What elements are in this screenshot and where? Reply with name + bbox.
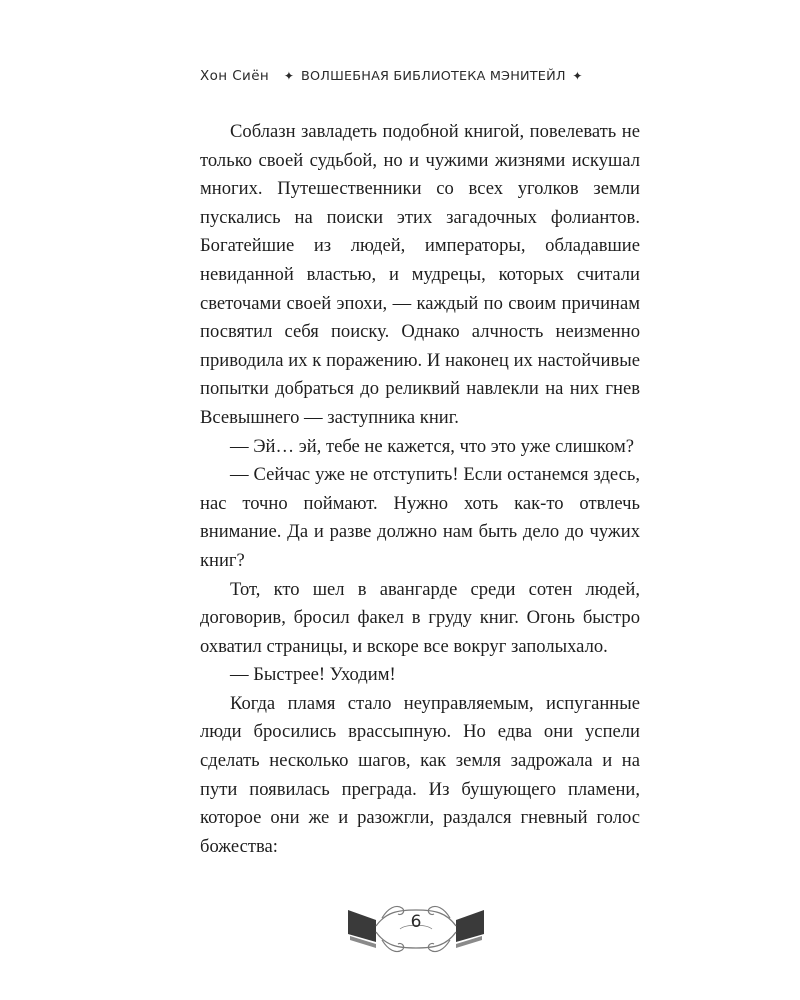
star-icon: ✦ bbox=[572, 69, 583, 83]
paragraph: — Эй… эй, тебе не кажется, что это уже слишком? bbox=[230, 435, 634, 457]
paragraph: Когда пламя стало неуправляемым, испуганные люди бросились врассыпную. Но едва они успели сделать несколько шагов, как земля задрожала и на пути появилась преграда. Из бушующего пламени, которое они же и разожгли, раздался гневный голос божества: bbox=[200, 692, 640, 857]
paragraph: Тот, кто шел в авангарде среди сотен людей, договорив, бросил факел в груду книг. Огонь быстро охватил страницы, и вскоре все вокруг заполыхало. bbox=[200, 578, 640, 657]
star-icon: ✦ bbox=[283, 69, 295, 83]
paragraph: — Быстрее! Уходим! bbox=[230, 664, 396, 686]
page-number: 6 bbox=[410, 912, 422, 932]
header-author: Хон Сиён bbox=[200, 68, 270, 84]
paragraph: — Сейчас уже не отступить! Если останемся здесь, нас точно поймают. Нужно хоть как-то отвлечь внимание. Да и разве должно нам быть дело до чужих книг? bbox=[200, 464, 640, 571]
paragraph: Соблазн завладеть подобной книгой, повелевать не только своей судьбой, но и чужими жизнями искушал многих. Путешественники со всех уголков земли пускались на поиски этих загадочных фолиантов. Богатейшие из людей, императоры, обладавшие невиданной властью, и мудрецы, которых считали светочами своей эпохи, — каждый по своим причинам посвятил себя поиску. Однако алчность неизменно приводила их к поражению. И наконец их настойчивые попытки добраться до реликвий навлекли на них гнев Всевышнего — заступника книг. bbox=[200, 121, 640, 428]
header-book-title: ВОЛШЕБНАЯ БИБЛИОТЕКА МЭНИТЕЙЛ bbox=[301, 69, 566, 84]
body-text bbox=[200, 118, 640, 861]
running-header bbox=[200, 68, 585, 84]
page-folio bbox=[342, 896, 490, 956]
